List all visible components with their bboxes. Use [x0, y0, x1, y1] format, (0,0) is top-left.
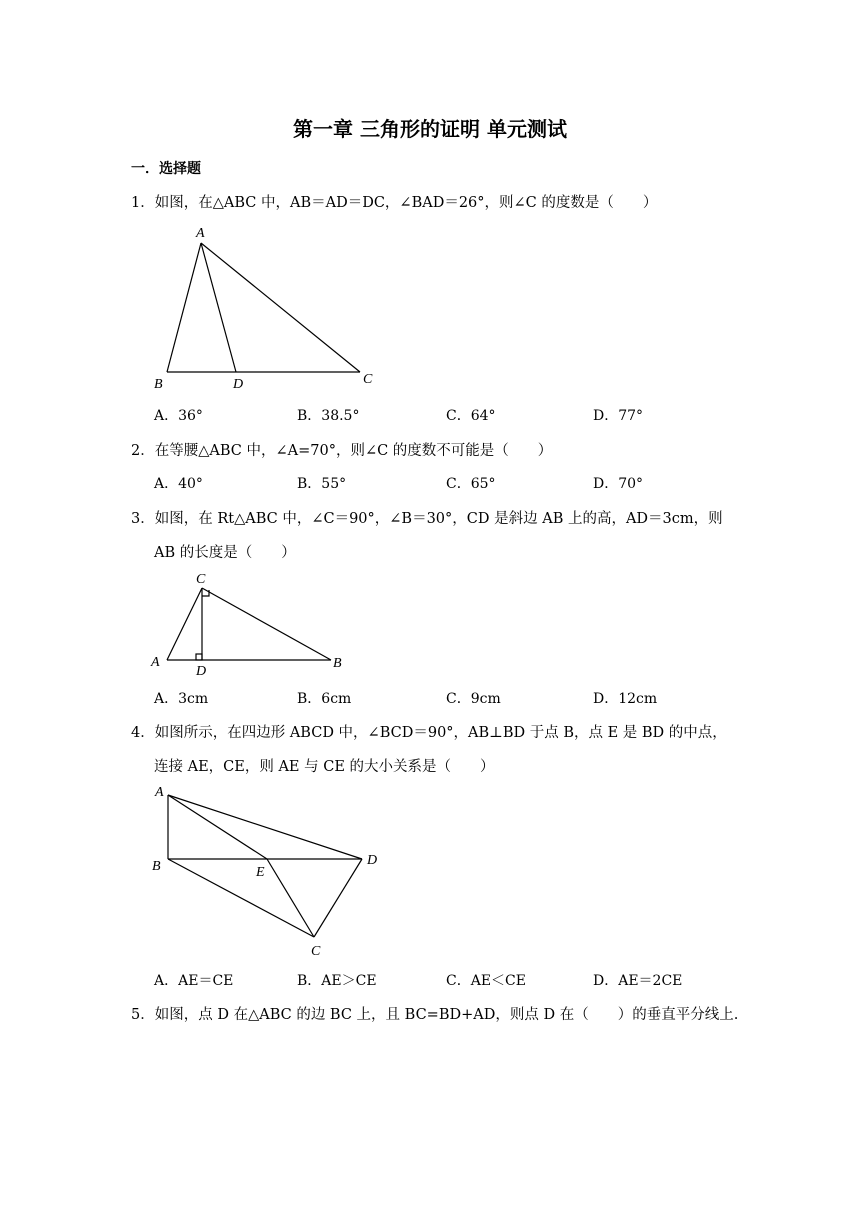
q4-label-d: D: [367, 853, 378, 868]
question-1-text: 1．如图，在△ABC 中，AB＝AD＝DC，∠BAD＝26°，则∠C 的度数是（ ）: [131, 195, 658, 211]
question-3-line-2: AB 的长度是（ ）: [154, 545, 296, 561]
q4-option-a[interactable]: A．AE＝CE: [154, 973, 234, 989]
question-4-line-2: 连接 AE，CE，则 AE 与 CE 的大小关系是（ ）: [154, 759, 495, 775]
q2-option-d[interactable]: D．70°: [593, 476, 644, 492]
q4-label-e: E: [256, 865, 265, 880]
q4-option-d[interactable]: D．AE＝2CE: [593, 973, 683, 989]
question-3-line-1: 3．如图，在 Rt△ABC 中，∠C＝90°，∠B＝30°，CD 是斜边 AB 上的高，AD＝3cm，则: [131, 511, 723, 527]
q3-label-c: C: [196, 572, 206, 587]
question-4-figure: [145, 780, 390, 960]
question-4-line-1: 4．如图所示，在四边形 ABCD 中，∠BCD＝90°，AB⊥BD 于点 B，点 E 是 BD 的中点，: [131, 725, 727, 741]
q1-option-a[interactable]: A．36°: [154, 408, 203, 424]
question-1-figure: [145, 220, 385, 395]
question-3-figure: [145, 568, 355, 680]
q1-label-d: D: [233, 377, 244, 392]
q3-option-a[interactable]: A．3cm: [154, 691, 209, 707]
q3-option-b[interactable]: B．6cm: [297, 691, 352, 707]
q1-label-b: B: [154, 377, 163, 392]
q4-label-b: B: [152, 859, 161, 874]
q2-option-b[interactable]: B．55°: [297, 476, 347, 492]
q1-option-d[interactable]: D．77°: [593, 408, 644, 424]
q3-label-d: D: [196, 664, 207, 679]
q3-option-c[interactable]: C．9cm: [446, 691, 501, 707]
page-title: 第一章 三角形的证明 单元测试: [293, 117, 567, 141]
q1-option-b[interactable]: B．38.5°: [297, 408, 360, 424]
q2-option-a[interactable]: A．40°: [154, 476, 203, 492]
section-heading: 一．选择题: [131, 161, 201, 177]
q2-option-c[interactable]: C．65°: [446, 476, 496, 492]
q1-label-c: C: [363, 372, 373, 387]
q4-option-c[interactable]: C．AE＜CE: [446, 973, 526, 989]
question-5-text: 5．如图，点 D 在△ABC 的边 BC 上，且 BC=BD+AD，则点 D 在（ ）的垂直平分线上.: [131, 1007, 739, 1023]
q4-label-a: A: [155, 785, 164, 800]
q1-option-c[interactable]: C．64°: [446, 408, 496, 424]
q3-option-d[interactable]: D．12cm: [593, 691, 658, 707]
q3-label-b: B: [333, 656, 342, 671]
q1-label-a: A: [196, 226, 205, 241]
q4-option-b[interactable]: B．AE＞CE: [297, 973, 377, 989]
question-2-text: 2．在等腰△ABC 中，∠A=70°，则∠C 的度数不可能是（ ）: [131, 443, 553, 459]
q4-label-c: C: [311, 944, 321, 959]
q3-label-a: A: [151, 655, 160, 670]
